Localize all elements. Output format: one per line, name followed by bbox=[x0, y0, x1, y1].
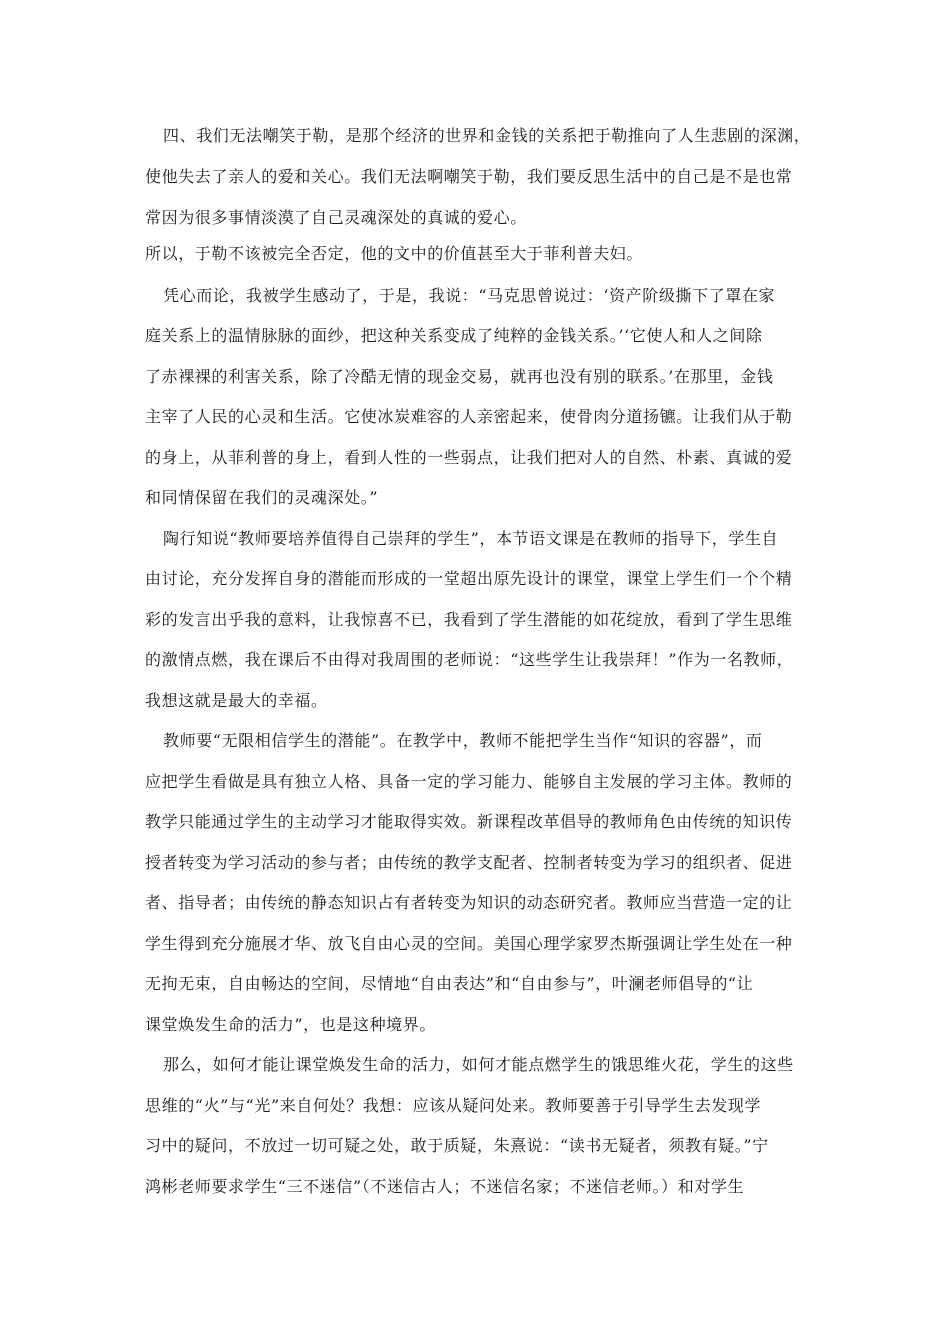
text-line: 授者转变为学习活动的参与者；由传统的教学支配者、控制者转变为学习的组织者、促进 bbox=[145, 853, 793, 872]
text-line: 课堂焕发生命的活力”，也是这种境界。 bbox=[145, 1015, 436, 1034]
text-line: 应把学生看做是具有独立人格、具备一定的学习能力、能够自主发展的学习主体。教师的 bbox=[145, 772, 793, 791]
text-line: 无拘无束，自由畅达的空间，尽情地“自由表达”和“自由参与”，叶澜老师倡导的“让 bbox=[145, 974, 754, 993]
text-line: 教学只能通过学生的主动学习才能取得实效。新课程改革倡导的教师角色由传统的知识传 bbox=[145, 812, 793, 831]
text-line: 那么，如何才能让课堂焕发生命的活力，如何才能点燃学生的饿思维火花，学生的这些 bbox=[163, 1055, 794, 1074]
text-line: 教师要“无限相信学生的潜能”。在教学中，教师不能把学生当作“知识的容器”，而 bbox=[163, 731, 763, 750]
text-line: 鸿彬老师要求学生“三不迷信”（不迷信古人；不迷信名家；不迷信老师。）和对学生 bbox=[145, 1177, 745, 1196]
text-line: 习中的疑问，不放过一切可疑之处，敢于质疑，朱熹说：“读书无疑者，须教有疑。”宁 bbox=[145, 1136, 769, 1155]
text-line: 凭心而论，我被学生感动了，于是，我说：“马克思曾说过：‘资产阶级撕下了罩在家 bbox=[163, 286, 776, 305]
text-line: 的身上，从菲利普的身上，看到人性的一些弱点，让我们把对人的自然、朴素、真诚的爱 bbox=[145, 448, 793, 467]
text-line: 所以，于勒不该被完全否定，他的文中的价值甚至大于菲利普夫妇。 bbox=[145, 244, 644, 263]
text-line: 思维的“火”与“光”来自何处？我想：应该从疑问处来。教师要善于引导学生去发现学 bbox=[145, 1096, 762, 1115]
text-line: 常因为很多事情淡漠了自己灵魂深处的真诚的爱心。 bbox=[145, 208, 527, 227]
text-line: 学生得到充分施展才华、放飞自由心灵的空间。美国心理学家罗杰斯强调让学生处在一种 bbox=[145, 934, 793, 953]
text-line: 由讨论，充分发挥自身的潜能而形成的一堂超出原先设计的课堂，课堂上学生们一个个精 bbox=[145, 569, 793, 588]
text-line: 使他失去了亲人的爱和关心。我们无法啊嘲笑于勒，我们要反思生活中的自己是不是也常 bbox=[145, 167, 793, 186]
text-line: 陶行知说“教师要培养值得自己崇拜的学生”，本节语文课是在教师的指导下，学生自 bbox=[163, 529, 779, 548]
text-line: 主宰了人民的心灵和生活。它使冰炭难容的人亲密起来，使骨肉分道扬镳。让我们从于勒 bbox=[145, 407, 793, 426]
text-line: 彩的发言出乎我的意料，让我惊喜不已，我看到了学生潜能的如花绽放，看到了学生思维 bbox=[145, 610, 793, 629]
text-line: 四、我们无法嘲笑于勒，是那个经济的世界和金钱的关系把于勒推向了人生悲剧的深渊， bbox=[163, 126, 811, 145]
text-line: 者、指导者；由传统的静态知识占有者转变为知识的动态研究者。教师应当营造一定的让 bbox=[145, 893, 793, 912]
text-line: 我想这就是最大的幸福。 bbox=[145, 691, 328, 710]
text-line: 的激情点燃，我在课后不由得对我周围的老师说：“这些学生让我崇拜！”作为一名教师， bbox=[145, 650, 794, 669]
text-line: 庭关系上的温情脉脉的面纱，把这种关系变成了纯粹的金钱关系。’‘它使人和人之间除 bbox=[145, 326, 763, 345]
text-line: 和同情保留在我们的灵魂深处。” bbox=[145, 488, 379, 507]
text-line: 了赤裸裸的利害关系，除了冷酷无情的现金交易，就再也没有别的联系。’在那里，金钱 bbox=[145, 367, 774, 386]
